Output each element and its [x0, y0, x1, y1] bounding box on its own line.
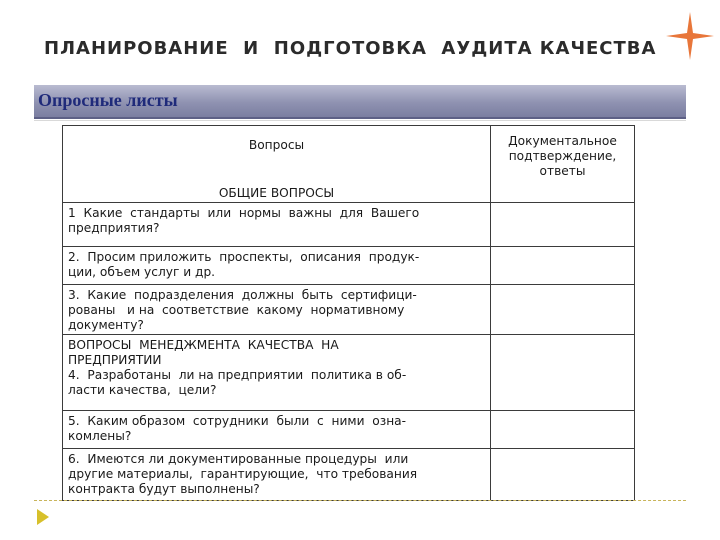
answer-cell: [491, 285, 635, 335]
question-line: 4. Разработаны ли на предприятии политика в об-: [68, 368, 407, 382]
question-cell: [63, 247, 491, 285]
general-questions-heading: ОБЩИЕ ВОПРОСЫ: [218, 186, 335, 200]
question-line: 6. Имеются ли документированные процедуры или: [68, 452, 409, 466]
answer-cell: [491, 203, 635, 247]
footer-divider: [34, 500, 686, 501]
question-line: контракта будут выполнены?: [68, 482, 260, 496]
question-line: комлены?: [68, 429, 132, 443]
question-line: рованы и на соответствие какому нормативному: [68, 303, 405, 317]
question-line: 1 Какие стандарты или нормы важны для Вашего: [68, 206, 420, 220]
question-cell: [63, 203, 491, 247]
questions-header: Вопросы: [248, 138, 305, 152]
questions-header-cell: [63, 126, 491, 203]
section-heading-line: ВОПРОСЫ МЕНЕДЖМЕНТА КАЧЕСТВА НА: [68, 338, 339, 352]
answer-cell: [491, 335, 635, 411]
question-cell: [63, 411, 491, 449]
question-line: 2. Просим приложить проспекты, описания продук-: [68, 250, 420, 264]
question-line: 3. Какие подразделения должны быть сертифици-: [68, 288, 417, 302]
section-heading-line: ПРЕДПРИЯТИИ: [68, 353, 162, 367]
table-row: [63, 203, 635, 247]
subtitle: Опросные листы: [38, 90, 178, 110]
question-line: документу?: [68, 318, 144, 332]
question-cell: [63, 335, 491, 411]
four-point-star-icon: [664, 10, 716, 62]
answer-cell: [491, 411, 635, 449]
answers-header: [491, 126, 635, 203]
table-row: [63, 411, 635, 449]
question-line: предприятия?: [68, 221, 160, 235]
answers-header-line: Документальное: [508, 134, 617, 148]
table-row: [63, 285, 635, 335]
table-row: [63, 449, 635, 501]
questionnaire-table: [62, 125, 635, 501]
answers-header-line: подтверждение,: [508, 149, 617, 163]
question-line: ции, объем услуг и др.: [68, 265, 216, 279]
question-cell: [63, 285, 491, 335]
divider: [34, 120, 686, 121]
table-row: [63, 335, 635, 411]
question-line: другие материалы, гарантирующие, что требования: [68, 467, 418, 481]
slide-title: ПЛАНИРОВАНИЕ И ПОДГОТОВКА АУДИТА КАЧЕСТВА: [44, 38, 657, 59]
answer-cell: [491, 449, 635, 501]
subtitle-bar: [34, 85, 686, 119]
question-cell: [63, 449, 491, 501]
triangle-bullet-icon: [36, 508, 50, 526]
question-line: 5. Каким образом сотрудники были с ними озна-: [68, 414, 407, 428]
answers-header-line: ответы: [539, 164, 586, 178]
question-line: ласти качества, цели?: [68, 383, 217, 397]
table-header-row: [63, 126, 635, 203]
answer-cell: [491, 247, 635, 285]
table-row: [63, 247, 635, 285]
